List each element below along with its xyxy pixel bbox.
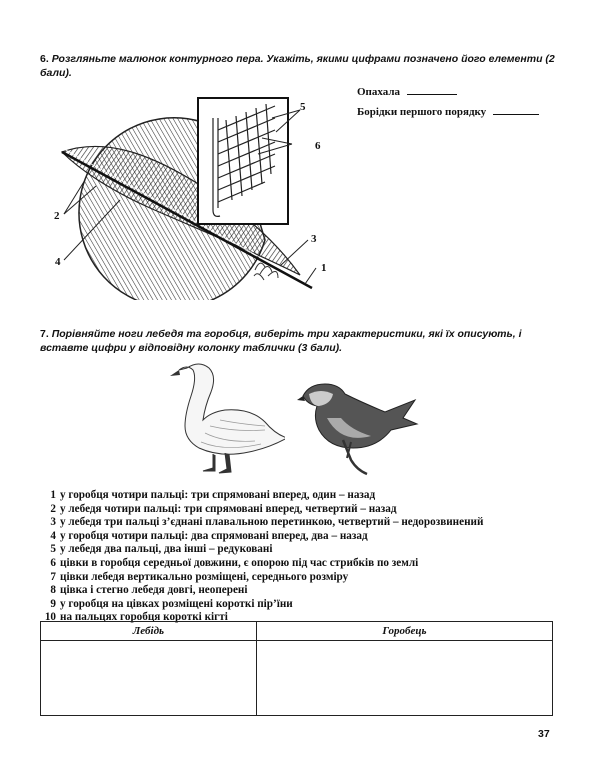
question-7 <box>40 327 555 355</box>
answer-opakhala <box>357 84 457 98</box>
answer-opakhala-label: Опахала <box>357 86 401 98</box>
table-cell-sparrow[interactable] <box>256 641 552 716</box>
table-header-sparrow: Горобець <box>256 622 552 641</box>
list-item: 2 у лебедя чотири пальці: три спрямовані вперед, четвертий – назад <box>50 502 397 515</box>
list-item: 1 у горобця чотири пальці: три спрямовані вперед, один – назад <box>50 489 376 501</box>
answer-boridky <box>357 104 539 118</box>
question-6 <box>40 52 555 80</box>
callout-6: 6 <box>315 140 321 152</box>
callout-5: 5 <box>300 101 306 113</box>
question-7-number: 7. <box>40 328 49 340</box>
characteristics-list <box>42 489 483 625</box>
answer-table <box>40 621 553 716</box>
callout-2: 2 <box>54 210 60 222</box>
question-7-text: Порівняйте ноги лебедя та горобця, виберіть три характеристики, які їх описують, і вставте цифри у відповідну колонку таблички (3 бали). <box>40 328 522 354</box>
table-header-swan: Лебідь <box>41 622 257 641</box>
page-number: 37 <box>538 728 550 740</box>
list-item: 6 цівки в горобця середньої довжини, є опорою під час стрибків по землі <box>50 556 419 569</box>
question-6-number: 6. <box>40 53 49 65</box>
list-item: 7 цівки лебедя вертикально розміщені, середнього розміру <box>50 570 349 583</box>
list-item: 5 у лебедя два пальці, два інші – редуковані <box>50 543 273 556</box>
callout-3: 3 <box>311 233 317 245</box>
list-item: 9 у горобця на цівках розміщені короткі пір’їни <box>50 597 293 610</box>
swan-illustration <box>165 358 285 478</box>
list-item: 10 на пальцях горобця короткі кігті <box>44 611 228 624</box>
list-item: 4 у горобця чотири пальці: два спрямовані вперед, два – назад <box>50 529 368 542</box>
list-item: 3 у лебедя три пальці з’єднані плавальною перетинкою, четвертий – недорозвинений <box>50 516 484 529</box>
list-item: 8 цівка і стегно лебедя довгі, неоперені <box>50 584 248 597</box>
feather-illustration <box>50 90 340 300</box>
callout-1: 1 <box>321 262 327 274</box>
answer-boridky-blank[interactable] <box>493 104 539 115</box>
callout-4: 4 <box>55 256 61 268</box>
question-6-text: Розгляньте малюнок контурного пера. Укажіть, якими цифрами позначено його елементи (2 бали). <box>40 53 555 79</box>
sparrow-illustration <box>297 378 427 478</box>
answer-boridky-label: Борідки першого порядку <box>357 106 487 118</box>
answer-opakhala-blank[interactable] <box>407 84 457 95</box>
table-cell-swan[interactable] <box>41 641 257 716</box>
